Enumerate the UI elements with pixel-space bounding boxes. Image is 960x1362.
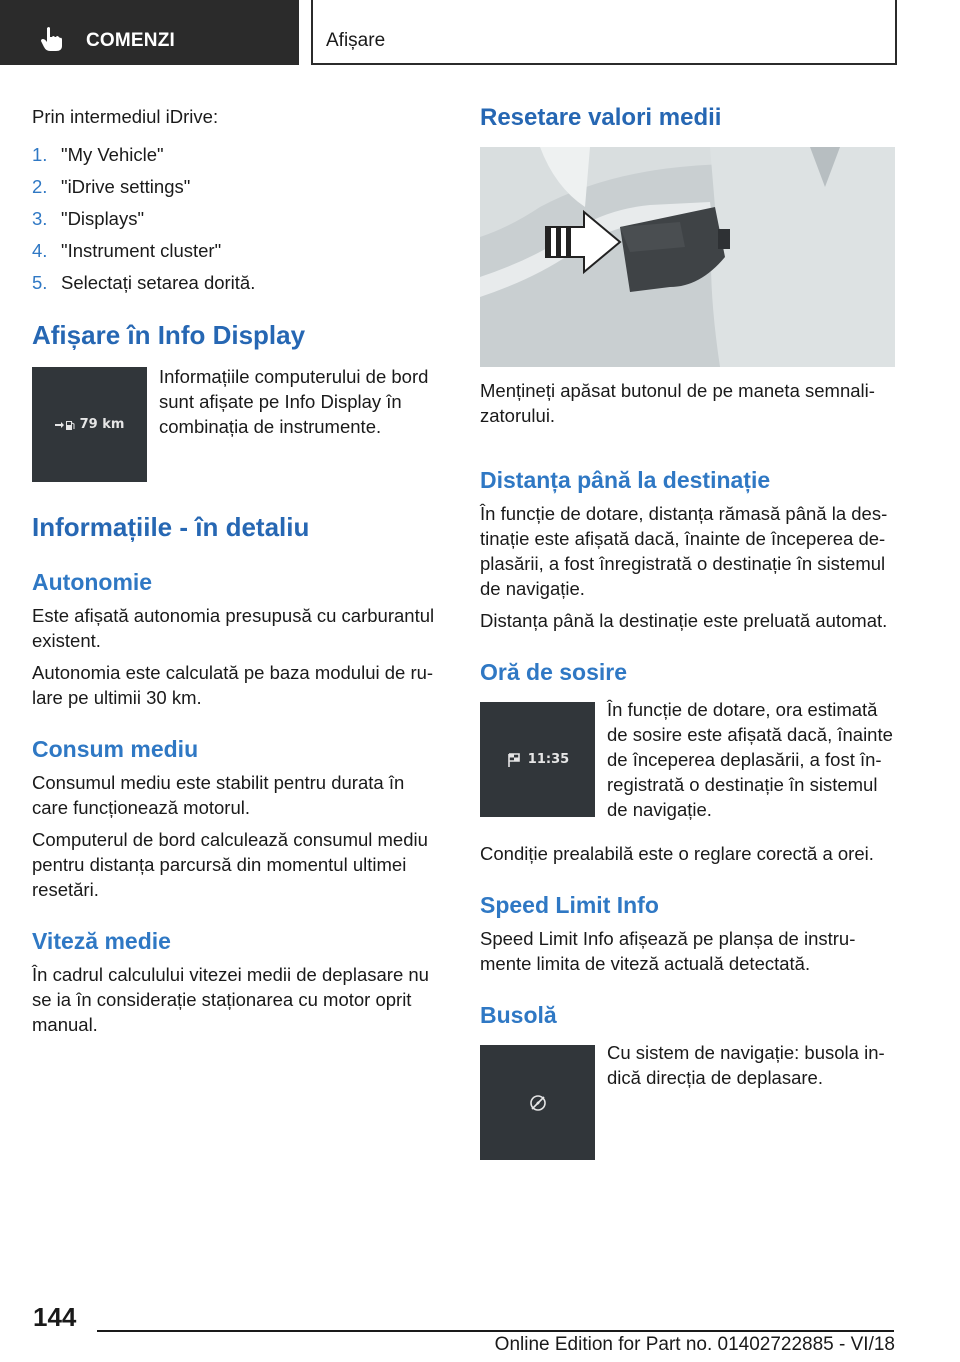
info-display-line: combinația de instrumente. (159, 416, 382, 437)
paragraph-line: manual. (32, 1014, 98, 1035)
fuel-range-icon (55, 419, 75, 431)
reset-heading: Resetare valori medii (480, 104, 722, 131)
arrival-line: de începerea deplasării, a fost în- (607, 749, 882, 770)
list-item: 3. "Displays" (32, 208, 145, 229)
info-display-heading: Afișare în Info Display (32, 320, 306, 350)
paragraph-line: lare pe ultimii 30 km. (32, 687, 202, 708)
section-label: Afișare (326, 30, 386, 51)
arrival-line: de sosire este afișată dacă, înainte (607, 724, 893, 745)
list-item: 4. "Instrument cluster" (32, 240, 222, 261)
paragraph-line: Computerul de bord calculează consumul mediu (32, 829, 428, 850)
intro-text: Prin intermediul iDrive: (32, 106, 219, 127)
compass-line: Cu sistem de navigație: busola in- (607, 1042, 885, 1063)
chapter-label: COMENZI (86, 30, 176, 51)
list-item: 2. "iDrive settings" (32, 176, 191, 197)
compass-icon (528, 1093, 548, 1113)
paragraph-line: Speed Limit Info afișează pe planșa de instru- (480, 928, 856, 949)
compass-heading: Busolă (480, 1002, 557, 1028)
chapter-tab[interactable] (0, 0, 299, 65)
edition-text: Online Edition for Part no. 01402722885 - VI/18 (494, 1334, 895, 1355)
paragraph-line: În cadrul calculului vitezei medii de deplasare nu (32, 964, 429, 985)
paragraph-line: plasării, a fost înregistrată o destinație în sistemul (480, 553, 886, 574)
info-display-line: sunt afișate pe Info Display în (159, 391, 402, 412)
list-item: 1. "My Vehicle" (32, 144, 164, 165)
paragraph-line: Distanța până la destinație este preluată automat. (480, 610, 888, 631)
footer-divider (97, 1330, 894, 1332)
range-display-image (32, 367, 147, 482)
speed-limit-heading: Speed Limit Info (480, 892, 659, 918)
paragraph-line: zatorului. (480, 405, 556, 426)
paragraph-line: tinație este afișată dacă, înainte de începerea de- (480, 528, 886, 549)
autonomie-heading: Autonomie (32, 569, 153, 595)
paragraph-line: care funcționează motorul. (32, 797, 251, 818)
paragraph-line: Este afișată autonomia presupusă cu carburantul (32, 605, 435, 626)
paragraph-line: pentru distanța parcursă din momentul ultimei (32, 854, 407, 875)
arrival-time-value: 11:35 (527, 752, 570, 767)
pointing-hand-icon (40, 26, 64, 52)
detail-heading: Informațiile - în detaliu (32, 512, 310, 542)
section-header (311, 0, 897, 65)
paragraph-line: Autonomia este calculată pe baza modului de ru- (32, 662, 434, 683)
arrival-line: de navigație. (607, 799, 712, 820)
destination-flag-icon (506, 752, 522, 768)
paragraph-line: de navigație. (480, 578, 585, 599)
compass-line: dică direcția de deplasare. (607, 1067, 823, 1088)
arrival-line: În funcție de dotare, ora estimată (607, 699, 878, 720)
range-value: 79 km (79, 417, 125, 432)
paragraph-line: Consumul mediu este stabilit pentru durata în (32, 772, 405, 793)
viteza-heading: Viteză medie (32, 928, 171, 954)
paragraph-line: mente limita de viteză actuală detectată. (480, 953, 811, 974)
paragraph-line: se ia în considerație staționarea cu motor oprit (32, 989, 412, 1010)
paragraph-line: Mențineți apăsat butonul de pe maneta semnali- (480, 380, 875, 401)
arrival-time-display-image (480, 702, 595, 817)
page-number: 144 (33, 1302, 77, 1332)
paragraph-line: resetări. (32, 879, 99, 900)
arrival-line: registrată o destinație în sistemul (607, 774, 878, 795)
info-display-line: Informațiile computerului de bord (159, 366, 429, 387)
paragraph-line: În funcție de dotare, distanța rămasă până la des- (480, 503, 888, 524)
paragraph-line: existent. (32, 630, 101, 651)
compass-display-image (480, 1045, 595, 1160)
turn-signal-lever-image (480, 147, 895, 367)
destination-distance-heading: Distanța până la destinație (480, 467, 771, 493)
list-item: 5. Selectați setarea dorită. (32, 272, 256, 293)
arrival-heading: Oră de sosire (480, 659, 628, 685)
paragraph-line: Condiție prealabilă este o reglare corectă a orei. (480, 843, 874, 864)
consum-heading: Consum mediu (32, 736, 199, 762)
